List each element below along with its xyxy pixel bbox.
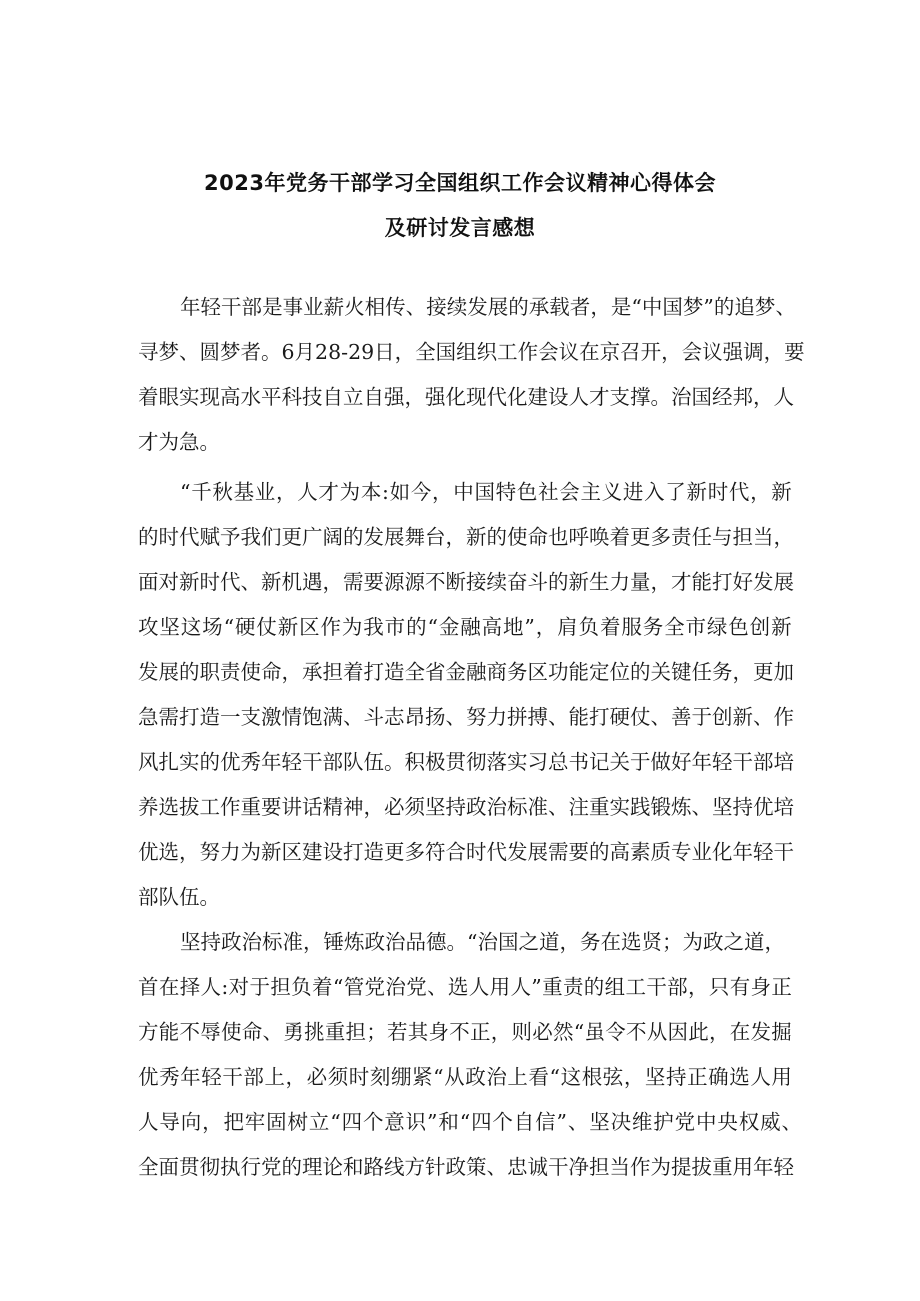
paragraph-1-line-4: 才为急。 bbox=[138, 430, 220, 454]
paragraph-1-line-1: 年 轻 干 部 是 事 业 薪 火 相 传 、 接 续 发 展 的 承 载 者 ， 是 “ 中 国 梦 ” 的 追 梦 、 bbox=[180, 295, 796, 319]
paragraph-2-line-3: 面 对 新 时 代 、 新 机 遇 ， 需 要 源 源 不 断 接 续 奋 斗 的 新 生 力 量 ， 才 能 打 好 发 展 bbox=[138, 570, 794, 594]
paragraph-3-line-2: 首 在 择 人 : 对 于 担 负 着 “ 管 党 治 党 、 选 人 用 人 ” 重 责 的 组 工 干 部 ， 只 有 身 正 bbox=[138, 975, 792, 999]
document-title-line-1: 2023年党务干部学习全国组织工作会议精神心得体会 bbox=[204, 171, 716, 195]
paragraph-2-line-5: 发 展 的 职 责 使 命 ， 承 担 着 打 造 全 省 金 融 商 务 区 功 能 定 位 的 关 键 任 务 ， 更 加 bbox=[138, 660, 794, 684]
paragraph-2-line-10: 部队伍。 bbox=[138, 885, 220, 909]
paragraph-1-line-2: 寻 梦 、 圆 梦 者 。 6 月 2 8 - 2 9 日 ， 全 国 组 织 工 作 会 议 在 京 召 开 ， 会 议 强 调 ， 要 bbox=[138, 340, 805, 364]
paragraph-3-line-3: 方 能 不 辱 使 命 、 勇 挑 重 担 ； 若 其 身 不 正 ， 则 必 然 “ 虽 令 不 从 因 此 ， 在 发 掘 bbox=[138, 1020, 792, 1044]
paragraph-2-line-4: 攻 坚 这 场 “ 硬 仗 新 区 作 为 我 市 的 “ 金 融 高 地 ” ， 肩 负 着 服 务 全 市 绿 色 创 新 bbox=[138, 615, 792, 639]
document-title-line-2: 及研讨发言感想 bbox=[384, 216, 536, 240]
paragraph-3-line-6: 全 面 贯 彻 执 行 党 的 理 论 和 路 线 方 针 政 策 、 忠 诚 干 净 担 当 作 为 提 拔 重 用 年 轻 bbox=[138, 1155, 794, 1179]
paragraph-3-line-5: 人 导 向 ， 把 牢 固 树 立 “ 四 个 意 识 ” 和 “ 四 个 自 信 ” 、 坚 决 维 护 党 中 央 权 威 、 bbox=[138, 1110, 802, 1134]
paragraph-2-line-6: 急 需 打 造 一 支 激 情 饱 满 、 斗 志 昂 扬 、 努 力 拼 搏 、 能 打 硬 仗 、 善 于 创 新 、 作 bbox=[138, 705, 794, 729]
paragraph-2-line-9: 优 选 ， 努 力 为 新 区 建 设 打 造 更 多 符 合 时 代 发 展 需 要 的 高 素 质 专 业 化 年 轻 干 bbox=[138, 840, 794, 864]
paragraph-3-line-1: 坚 持 政 治 标 准 ， 锤 炼 政 治 品 德 。 “ 治 国 之 道 ， 务 在 选 贤 ； 为 政 之 道 ， bbox=[180, 930, 785, 954]
paragraph-2-line-8: 养 选 拔 工 作 重 要 讲 话 精 神 ， 必 须 坚 持 政 治 标 准 、 注 重 实 践 锻 炼 、 坚 持 优 培 bbox=[138, 795, 794, 819]
paragraph-2-line-1: “ 千 秋 基 业 ， 人 才 为 本 : 如 今 ， 中 国 特 色 社 会 主 义 进 入 了 新 时 代 ， 新 bbox=[180, 480, 792, 504]
paragraph-3-line-4: 优 秀 年 轻 干 部 上 ， 必 须 时 刻 绷 紧 “ 从 政 治 上 看 “ 这 根 弦 ， 坚 持 正 确 选 人 用 bbox=[138, 1065, 792, 1089]
paragraph-1-line-3: 着 眼 实 现 高 水 平 科 技 自 立 自 强 ， 强 化 现 代 化 建 设 人 才 支 撑 。 治 国 经 邦 ， 人 bbox=[138, 385, 794, 409]
paragraph-2-line-2: 的 时 代 赋 予 我 们 更 广 阔 的 发 展 舞 台 ， 新 的 使 命 也 呼 唤 着 更 多 责 任 与 担 当 ， bbox=[138, 525, 794, 549]
paragraph-2-line-7: 风 扎 实 的 优 秀 年 轻 干 部 队 伍 。 积 极 贯 彻 落 实 习 总 书 记 关 于 做 好 年 轻 干 部 培 bbox=[138, 750, 794, 774]
